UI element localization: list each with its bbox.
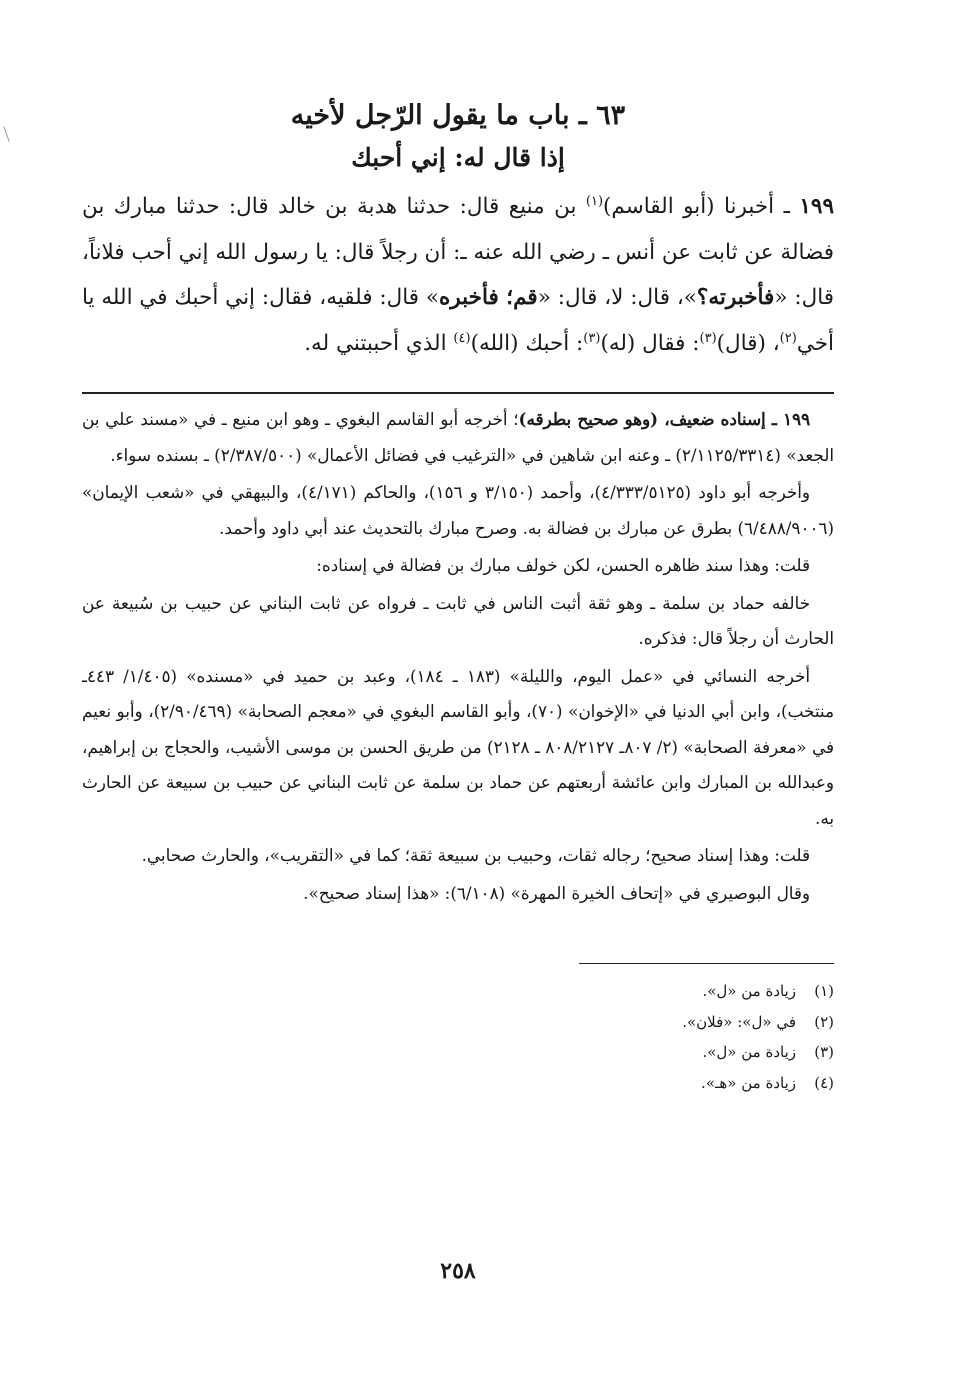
footnote-item [82,1068,834,1099]
takhrij-paragraph [82,402,834,473]
footnote-number: (١) [814,982,834,1000]
hadith-segment: ـ أخبرنا (أبو القاسم) [603,194,800,219]
takhrij-paragraph: قلت: وهذا إسناد صحيح؛ رجاله ثقات، وحبيب بن سبيعة ثقة؛ كما في «التقريب»، والحارث صحابي. [141,845,810,865]
section-divider [82,392,834,394]
takhrij-paragraph: وأخرجه أبو داود (٤/٣٣٣/٥١٢٥)، وأحمد (٣/١٥٠ و ١٥٦)، والحاكم (٤/١٧١)، والبيهقي في «شعب الإيمان» (٦/٤٨٨/٩٠٠٦) بطرق عن مبارك بن فضالة به. وصرح مبارك بالتحديث عند أبي داود وأحمد. [82,482,834,538]
footnote-text: زيادة من «هـ». [701,1073,796,1092]
takhrij-verdict: ـ إسناده ضعيف، (وهو صحيح بطرقه) [518,409,783,429]
footnote-text: في «ل»: «فلان». [682,1012,796,1031]
footnotes-divider [579,963,834,964]
hadith-number: ١٩٩ [799,194,834,219]
footnote-ref[interactable]: (٤) [453,330,471,346]
page-number: ٢٥٨ [440,1258,476,1284]
takhrij-number: ١٩٩ [782,409,810,429]
takhrij-paragraph: أخرجه النسائي في «عمل اليوم، والليلة» (١٨٣ ـ ١٨٤)، وعبد بن حميد في «مسنده» (١/٤٠٥/ ٤٤٣ـ منتخب)، وابن أبي الدنيا في «الإخوان» (٧٠)، وأبو القاسم البغوي في «معجم الصحابة» (٢/٩٠/٤٦٩)، وأبو نعيم في «معرفة الصحابة» (٢/ ٨٠٧ـ ٨٠٨/٢١٢٧ ـ ٢١٢٨) من طريق الحسن بن موسى الأشيب، والحجاج بن إبراهيم، وعبدالله بن المبارك وابن عائشة أربعتهم عن حماد بن سلمة عن ثابت البناني عن حبيب بن سبيعة عن الحارث به. [82,665,834,828]
footnotes-list [82,976,834,1098]
footnote-ref[interactable]: (١) [585,193,604,209]
footnote-number: (٣) [814,1043,834,1061]
footnote-item [82,1007,834,1038]
hadith-segment: » قال: فلقيه، فقال: إني أحبك في الله يا أخي [82,285,834,356]
footnote-number: (٢) [814,1012,834,1031]
hadith-segment: ، (قال) [716,330,780,356]
margin-mark [3,126,9,141]
footnote-text: زيادة من «ل». [702,1043,796,1061]
book-page [82,90,834,1350]
hadith-segment: الذي أحببتني له. [304,330,454,356]
footnote-item [82,1037,834,1068]
chapter-subtitle: إذا قال له: إني أحبك [351,143,565,172]
hadith-emphasis: فأخبرته؟ [696,285,775,310]
takhrij-paragraph: وقال البوصيري في «إتحاف الخيرة المهرة» (٦/١٠٨): «هذا إسناد صحيح». [303,882,810,903]
takhrij-paragraph: قلت: وهذا سند ظاهره الحسن، لكن خولف مبارك بن فضالة في إسناده: [316,555,810,575]
hadith-segment: »، قال: لا، قال: « [537,285,697,310]
takhrij-paragraph: خالفه حماد بن سلمة ـ وهو ثقة أثبت الناس في ثابت ـ فرواه عن ثابت البناني عن حبيب بن سُبيعة عن الحارث أن رجلاً قال: فذكره. [82,592,834,648]
hadith-text [82,184,834,366]
footnote-item [82,976,834,1007]
chapter-title: ٦٣ ـ باب ما يقول الرّجل لأخيه [290,100,626,131]
footnote-ref[interactable]: (٣) [583,330,601,346]
footnote-ref[interactable]: (٢) [779,330,797,346]
footnote-number: (٤) [814,1073,834,1092]
takhrij-text: ؛ أخرجه أبو القاسم البغوي ـ وهو ابن منيع ـ في «مسند علي بن الجعد» (٢/١١٢٥/٣٣١٤) ـ وعنه ابن شاهين في «الترغيب في فضائل الأعمال» (٢/٣٨٧/٥٠٠) ـ بسنده سواء. [82,409,834,465]
hadith-segment: : أحبك (الله) [470,330,584,356]
takhrij-commentary [82,402,834,911]
footnote-text: زيادة من «ل». [702,982,796,1000]
hadith-emphasis: قم؛ فأخبره [439,285,538,310]
hadith-segment: : فقال (له) [600,330,700,356]
hadith-segment: بن منيع قال: حدثنا هدبة بن خالد قال: حدثنا مبارك بن فضالة عن ثابت عن أنس ـ رضي الله عنه ـ: أن رجلاً قال: يا رسول الله إني أحب فلاناً، قال: « [82,194,835,310]
footnote-ref[interactable]: (٣) [699,330,717,346]
